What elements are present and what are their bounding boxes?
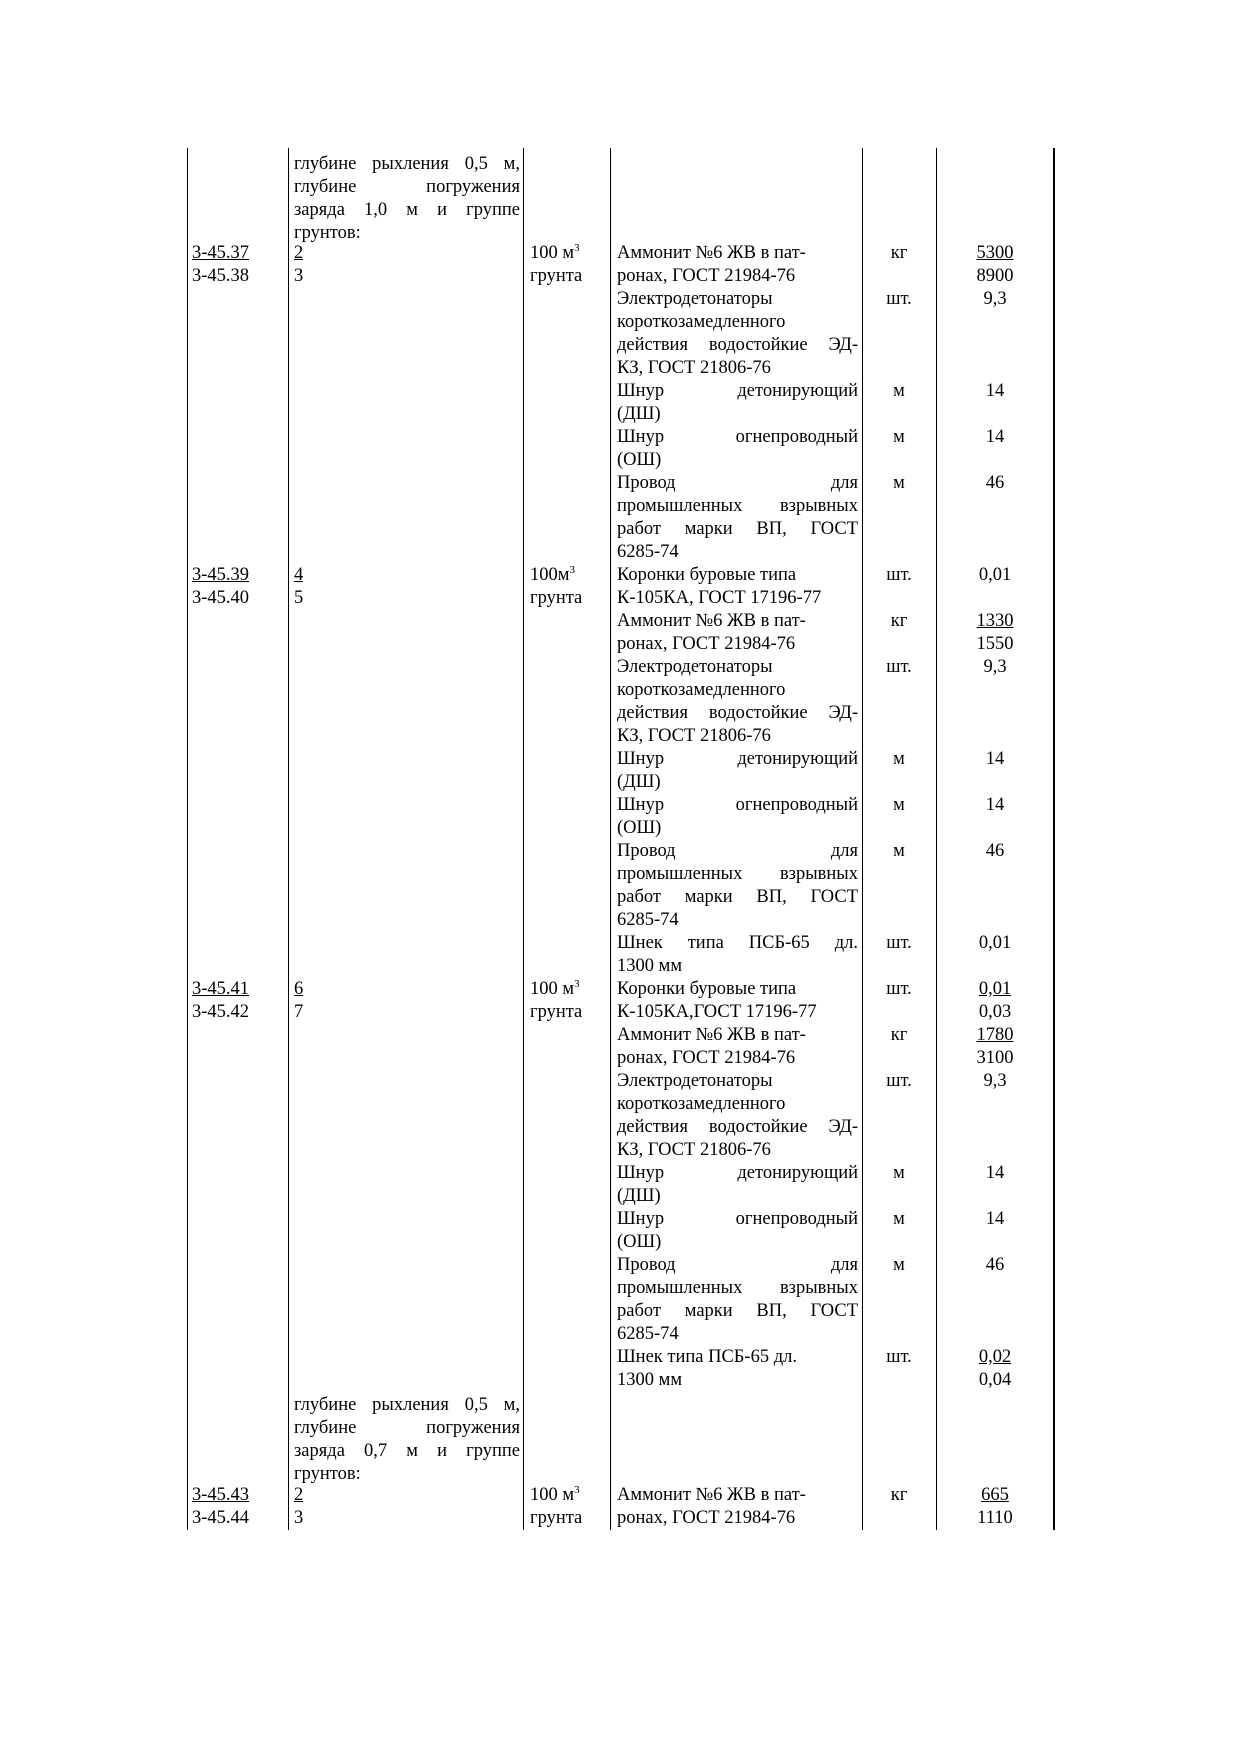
norm-value: 14 [985,749,1005,769]
unit: кг [890,1485,908,1505]
material-line: Аммонит №6 ЖВ в пат- [617,611,806,631]
material-line: К-105КА, ГОСТ 17196-77 [617,588,822,608]
material-line: Шнур детонирующий [617,381,858,401]
desc-line: глубине погружения [294,1418,520,1438]
values-column [944,1484,1046,1530]
soil-group: 4 [294,565,304,585]
norm-code-cell [192,242,249,288]
norm-code: 3-45.39 [192,565,250,585]
norm-value: 1550 [976,634,1014,654]
norm-value: 5300 [976,243,1014,263]
material-line: (ДШ) [617,404,661,424]
measure-unit: 100м [530,565,570,585]
material-line: Электродетонаторы [617,1071,773,1091]
desc-line: глубине рыхления 0,5 м, [294,154,520,174]
norm-value: 1330 [976,611,1014,631]
norm-code-cell [192,564,249,610]
norm-value: 1110 [977,1508,1013,1528]
material-line: ронах, ГОСТ 21984-76 [617,1048,796,1068]
material-line: Аммонит №6 ЖВ в пат- [617,243,806,263]
material-line: Аммонит №6 ЖВ в пат- [617,1485,806,1505]
material-line: КЗ, ГОСТ 21806-76 [617,358,771,378]
norm-code: 3-45.42 [192,1002,250,1022]
soil-group: 3 [294,1508,304,1528]
measure-unit: 100 м [530,979,575,999]
superscript: 3 [574,1484,580,1496]
unit: шт. [886,933,912,953]
soil-group: 5 [294,588,304,608]
material-line: ронах, ГОСТ 21984-76 [617,634,796,654]
column-rule [936,148,937,1530]
unit: шт. [886,1347,912,1367]
norm-code-cell [192,1484,249,1530]
material-line: Провод для [617,473,858,493]
norm-value: 0,03 [978,1002,1012,1022]
material-line: (ДШ) [617,1186,661,1206]
norm-code: 3-45.41 [192,979,250,999]
norm-code: 3-45.38 [192,266,250,286]
measure-unit-cell [530,978,582,1024]
norm-value: 46 [985,841,1005,861]
measure-unit: 100 м [530,243,575,263]
section-description [294,153,520,245]
norm-value: 14 [985,1163,1005,1183]
unit: м [893,1209,905,1229]
material-line: Провод для [617,1255,858,1275]
material-line: (ОШ) [617,1232,662,1252]
material-line: 6285-74 [617,910,679,930]
measure-unit-cell [530,1484,582,1530]
measure-unit-cell [530,242,582,288]
material-line: Шнур детонирующий [617,1163,858,1183]
material-line: Коронки буровые типа [617,979,797,999]
norm-code: 3-45.44 [192,1508,250,1528]
section-description [294,1394,520,1486]
norm-code: 3-45.40 [192,588,250,608]
material-line: Шнур огнепроводный [617,427,858,447]
unit: шт. [886,565,912,585]
norm-value: 8900 [976,266,1014,286]
units-column [866,1484,932,1507]
material-line: (ОШ) [617,450,662,470]
unit: м [893,749,905,769]
desc-line: грунтов: [294,1464,361,1484]
material-line: промышленных взрывных [617,496,858,516]
soil-group: 3 [294,266,304,286]
material-line: короткозамедленного [617,312,786,332]
norm-value: 46 [985,1255,1005,1275]
superscript: 3 [574,242,580,254]
soil-group-cell [294,1484,303,1530]
material-line: работ марки ВП, ГОСТ [617,1301,858,1321]
norm-value: 14 [985,795,1005,815]
soil-group-cell [294,242,303,288]
material-line: промышленных взрывных [617,864,858,884]
soil-group: 7 [294,1002,304,1022]
material-line: 1300 мм [617,956,683,976]
material-line: 1300 мм [617,1370,683,1390]
unit: шт. [886,289,912,309]
norm-value: 0,01 [978,933,1012,953]
material-line: 6285-74 [617,1324,679,1344]
superscript: 3 [574,978,580,990]
measure-unit: грунта [530,1508,583,1528]
desc-line: заряда 1,0 м и группе [294,200,520,220]
unit: м [893,473,905,493]
material-line: работ марки ВП, ГОСТ [617,887,858,907]
unit: кг [890,611,908,631]
soil-group: 2 [294,243,304,263]
soil-group: 6 [294,979,304,999]
material-line: Электродетонаторы [617,289,773,309]
norm-code-cell [192,978,249,1024]
column-rule [862,148,863,1530]
material-line: (ОШ) [617,818,662,838]
superscript: 3 [569,564,575,576]
desc-line: грунтов: [294,223,361,243]
material-line: Коронки буровые типа [617,565,797,585]
unit: м [893,427,905,447]
material-line: действия водостойкие ЭД- [617,1117,858,1137]
unit: шт. [886,979,912,999]
norm-code: 3-45.37 [192,243,250,263]
material-line: Аммонит №6 ЖВ в пат- [617,1025,806,1045]
norm-value: 14 [985,381,1005,401]
unit: шт. [886,657,912,677]
column-rule [610,148,611,1530]
material-line: ронах, ГОСТ 21984-76 [617,1508,796,1528]
material-line: КЗ, ГОСТ 21806-76 [617,1140,771,1160]
norm-value: 14 [985,427,1005,447]
measure-unit: 100 м [530,1485,575,1505]
material-line: Электродетонаторы [617,657,773,677]
norm-value: 9,3 [983,1071,1007,1091]
unit: кг [890,243,908,263]
material-line: короткозамедленного [617,680,786,700]
unit: кг [890,1025,908,1045]
material-line: Шнур детонирующий [617,749,858,769]
material-line: работ марки ВП, ГОСТ [617,519,858,539]
norm-value: 9,3 [983,289,1007,309]
norm-value: 665 [981,1485,1009,1505]
unit: шт. [886,1071,912,1091]
soil-group: 2 [294,1485,304,1505]
materials-column [617,242,858,1392]
column-rule [523,148,524,1530]
desc-line: заряда 0,7 м и группе [294,1441,520,1461]
measure-unit: грунта [530,588,583,608]
measure-unit-cell [530,564,582,610]
norm-value: 9,3 [983,657,1007,677]
material-line: К-105КА,ГОСТ 17196-77 [617,1002,817,1022]
norm-value: 0,02 [978,1347,1012,1367]
material-line: Провод для [617,841,858,861]
norm-value: 3100 [976,1048,1014,1068]
soil-group-cell [294,978,303,1024]
units-column [866,242,932,1392]
material-line: 6285-74 [617,542,679,562]
column-rule [288,148,289,1530]
values-column [944,242,1046,1392]
norm-value: 46 [985,473,1005,493]
material-line: Шнур огнепроводный [617,1209,858,1229]
material-line: действия водостойкие ЭД- [617,335,858,355]
desc-line: глубине рыхления 0,5 м, [294,1395,520,1415]
norm-value: 14 [985,1209,1005,1229]
norm-value: 0,01 [978,565,1012,585]
soil-group-cell [294,564,303,610]
column-rule [1053,148,1055,1530]
unit: м [893,795,905,815]
unit: м [893,381,905,401]
material-line: действия водостойкие ЭД- [617,703,858,723]
norm-value: 0,04 [978,1370,1012,1390]
material-line: Шнек типа ПСБ-65 дл. [617,1347,797,1367]
column-rule [187,148,188,1530]
material-line: КЗ, ГОСТ 21806-76 [617,726,771,746]
norm-code: 3-45.43 [192,1485,250,1505]
material-line: промышленных взрывных [617,1278,858,1298]
material-line: Шнур огнепроводный [617,795,858,815]
norm-value: 0,01 [978,979,1012,999]
unit: м [893,841,905,861]
measure-unit: грунта [530,1002,583,1022]
materials-column [617,1484,858,1530]
material-line: ронах, ГОСТ 21984-76 [617,266,796,286]
material-line: Шнек типа ПСБ-65 дл. [617,933,858,953]
norm-value: 1780 [976,1025,1014,1045]
desc-line: глубине погружения [294,177,520,197]
measure-unit: грунта [530,266,583,286]
unit: м [893,1255,905,1275]
material-line: короткозамедленного [617,1094,786,1114]
unit: м [893,1163,905,1183]
material-line: (ДШ) [617,772,661,792]
